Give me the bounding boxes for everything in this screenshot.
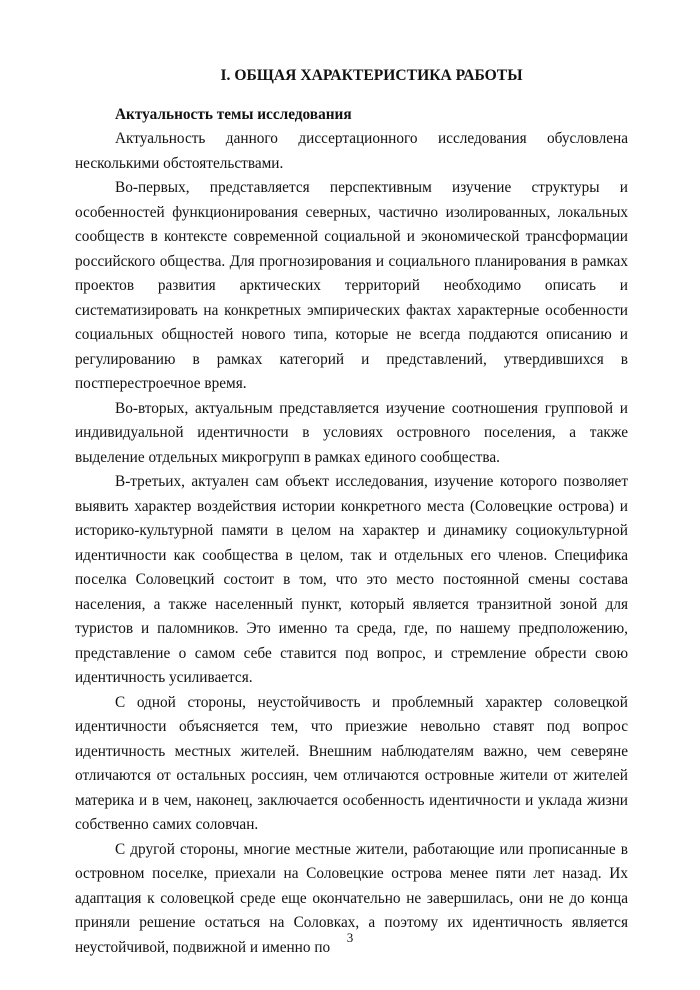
paragraph-6: С другой стороны, многие местные жители, работающие или прописанные в островном поселке, приехали на Соловецкие острова менее пяти лет назад. Их адаптация к соловецкой среде еще окончательно не завершилась, они не до конца приняли решение остаться на Соловках, а поэтому их идентичность является неустойчивой, подвижной и именно по (75, 840, 628, 956)
paragraph-1: Актуальность данного диссертационного исследования обусловлена несколькими обстоятельствами. (75, 130, 628, 172)
subsection-heading: Актуальность темы исследования (115, 105, 352, 123)
document-page (75, 64, 628, 960)
paragraph-3: Во-вторых, актуальным представляется изучение соотношения групповой и индивидуальной идентичности в условиях островного поселения, а также выделение отдельных микрогрупп в рамках единого сообщества. (75, 399, 628, 466)
section-title: I. ОБЩАЯ ХАРАКТЕРИСТИКА РАБОТЫ (220, 67, 523, 84)
paragraph-5: С одной стороны, неустойчивость и проблемный характер соловецкой идентичности объясняется тем, что приезжие невольно ставят под вопрос идентичность местных жителей. Внешним наблюдателям важно, чем северяне отличаются от остальных россиян, чем отличаются островные жители от жителей материка и в чем, наконец, заключается особенность идентичности и уклада жизни собственно самих соловчан. (75, 693, 628, 833)
page-number: 3 (346, 930, 354, 945)
paragraph-2: Во-первых, представляется перспективным изучение структуры и особенностей функционирования северных, частично изолированных, локальных сообществ в контексте современной социальной и экономической трансформации российского общества. Для прогнозирования и социального планирования в рамках проектов развития арктических территорий необходимо описать и систематизировать на конкретных эмпирических фактах характерные особенности социальных общностей нового типа, которые не всегда поддаются описанию и регулированию в рамках категорий и представлений, утвердившихся в постперестроечное время. (75, 179, 628, 392)
paragraph-4: В-третьих, актуален сам объект исследования, изучение которого позволяет выявить характер воздействия истории конкретного места (Соловецкие острова) и историко-культурной памяти в целом на характер и динамику социокультурной идентичности как сообщества в целом, так и отдельных его членов. Специфика поселка Соловецкий состоит в том, что это место постоянной смены состава населения, а также населенный пункт, который является транзитной зоной для туристов и паломников. Это именно та среда, где, по нашему предположению, представление о самом себе ставится под вопрос, и стремление обрести свою идентичность усиливается. (75, 473, 628, 686)
